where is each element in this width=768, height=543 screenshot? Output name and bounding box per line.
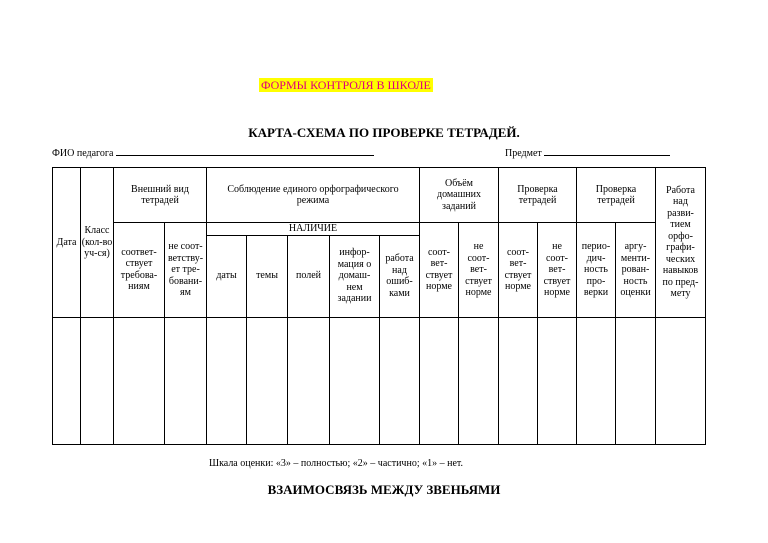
group-work: Работа над разви- тием орфо- графи- ческих навыков по пред- мету — [656, 168, 706, 318]
card-title: КАРТА-СХЕМА ПО ПРОВЕРКЕ ТЕТРАДЕЙ. — [248, 125, 520, 140]
sub-dates: даты — [207, 235, 247, 317]
table-row — [53, 317, 706, 444]
group-orthographic: Соблюдение единого орфографического режима — [207, 168, 420, 223]
group-check-2: Проверка тетрадей — [577, 168, 656, 223]
col-class: Класс (кол-во уч-ся) — [81, 168, 114, 318]
sub-error-work: работа над ошиб- ками — [380, 235, 420, 317]
bottom-title: ВЗАИМОСВЯЗЬ МЕЖДУ ЗВЕНЬЯМИ — [267, 482, 501, 497]
sub-periodicity: перио- дич- ность про- верки — [577, 223, 616, 318]
sub-chk-not-conforms: не соот- вет- ствует норме — [538, 223, 577, 318]
teacher-field — [52, 145, 374, 159]
subject-blank-line — [544, 145, 670, 156]
col-date: Дата — [53, 168, 81, 318]
sub-chk-conforms: соот- вет- ствует норме — [499, 223, 538, 318]
group-volume: Объём домашних заданий — [420, 168, 499, 223]
rating-scale: Шкала оценки: «3» – полностью; «2» – частично; «1» – нет. — [209, 458, 464, 469]
subject-field — [505, 145, 670, 159]
sub-not-conforms: не соот- ветству- ет тре- бовани- ям — [165, 223, 207, 318]
sub-topics: темы — [247, 235, 288, 317]
teacher-label: ФИО педагога — [52, 148, 114, 159]
section-title: ФОРМЫ КОНТРОЛЯ В ШКОЛЕ — [261, 78, 431, 92]
group-appearance: Внешний вид тетрадей — [114, 168, 207, 223]
sub-margins: полей — [288, 235, 330, 317]
group-check-1: Проверка тетрадей — [499, 168, 577, 223]
teacher-blank-line — [116, 145, 374, 156]
sub-vol-conforms: соот- вет- ствует норме — [420, 223, 459, 318]
sub-homework-info: инфор- мация о домаш- нем задании — [330, 235, 380, 317]
subheader-presence: НАЛИЧИЕ — [207, 223, 420, 236]
sub-argumentation: аргу- менти- рован- ность оценки — [616, 223, 656, 318]
inspection-table — [52, 167, 706, 445]
sub-conforms: соответ- ствует требова- ниям — [114, 223, 165, 318]
subject-label: Предмет — [505, 148, 542, 159]
sub-vol-not-conforms: не соот- вет- ствует норме — [459, 223, 499, 318]
